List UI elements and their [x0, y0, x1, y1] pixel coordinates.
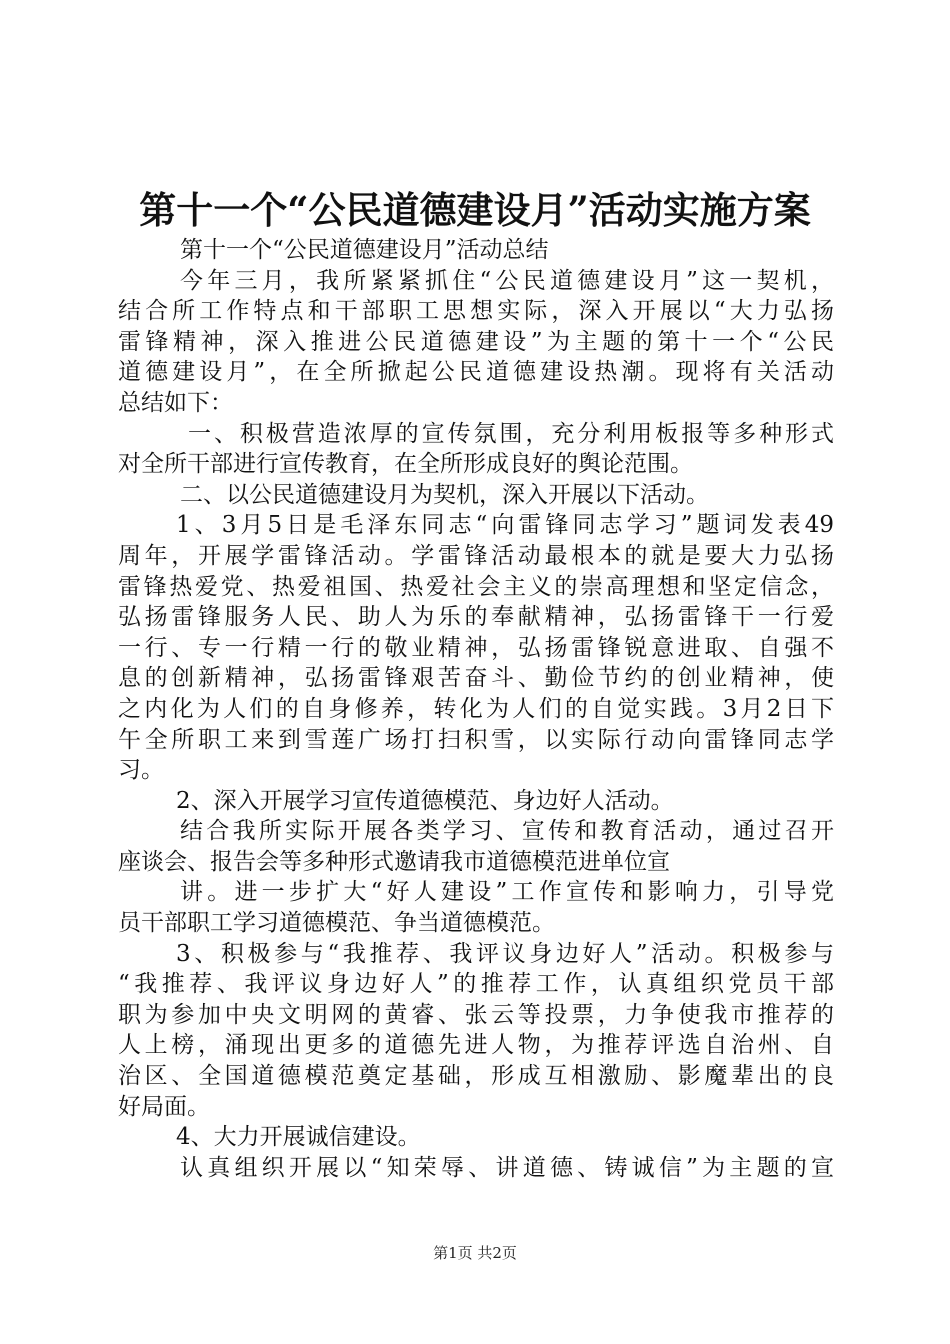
- text-line: 二、以公民道德建设月为契机，深入开展以下活动。: [180, 481, 709, 508]
- text-line: 认真组织开展以“知荣辱、讲道德、铸诚信”为主题的宣: [180, 1154, 834, 1181]
- text-line: 今年三月，我所紧紧抓住“公民道德建设月”这一契机，: [180, 267, 834, 294]
- text-line: 结合所工作特点和干部职工思想实际，深入开展以“大力弘扬: [118, 298, 834, 325]
- text-line: 员干部职工学习道德模范、争当道德模范。: [118, 910, 555, 937]
- text-line: 4、大力开展诚信建设。: [176, 1124, 421, 1151]
- text-line: 人上榜，涌现出更多的道德先进人物，为推荐评选自治州、自: [118, 1032, 834, 1059]
- page-footer: 第1页 共2页: [433, 1244, 517, 1262]
- document-body: [118, 235, 834, 1183]
- text-line: 讲。进一步扩大“好人建设”工作宣传和影响力，引导党: [180, 879, 834, 906]
- text-line: 之内化为人们的自身修养，转化为人们的自觉实践。3月2日下: [118, 695, 834, 722]
- text-line: 一行、专一行精一行的敬业精神，弘扬雷锋锐意进取、自强不: [118, 634, 834, 661]
- text-line: 周年，开展学雷锋活动。学雷锋活动最根本的就是要大力弘扬: [118, 542, 834, 569]
- text-line: 道德建设月”，在全所掀起公民道德建设热潮。现将有关活动: [118, 359, 834, 386]
- text-line: 职为参加中央文明网的黄睿、张云等投票，力争使我市推荐的: [118, 1001, 834, 1028]
- text-line: 结合我所实际开展各类学习、宣传和教育活动，通过召开: [180, 818, 834, 845]
- text-line: 总结如下：: [118, 389, 233, 416]
- text-line: 雷锋精神，深入推进公民道德建设”为主题的第十一个“公民: [118, 328, 834, 355]
- text-line: 3、积极参与“我推荐、我评议身边好人”活动。积极参与: [176, 940, 834, 967]
- text-line: 好局面。: [118, 1093, 210, 1120]
- text-line: 息的创新精神，弘扬雷锋艰苦奋斗、勤俭节约的创业精神，使: [118, 665, 834, 692]
- text-line: 2、深入开展学习宣传道德模范、身边好人活动。: [176, 787, 674, 814]
- text-line: “我推荐、我评议身边好人”的推荐工作，认真组织党员干部: [118, 971, 834, 998]
- text-line: 弘扬雷锋服务人民、助人为乐的奉献精神，弘扬雷锋干一行爱: [118, 604, 834, 631]
- text-line: 习。: [118, 757, 164, 784]
- text-line: 雷锋热爱党、热爱祖国、热爱社会主义的崇高理想和坚定信念，: [118, 573, 834, 600]
- text-line: 治区、全国道德模范奠定基础，形成互相激励、影魔辈出的良: [118, 1063, 834, 1090]
- text-line: 对全所干部进行宣传教育，在全所形成良好的舆论范围。: [118, 451, 693, 478]
- document-title: 第十一个“公民道德建设月”活动实施方案: [139, 188, 811, 232]
- text-line: 一、积极营造浓厚的宣传氛围，充分利用板报等多种形式: [188, 420, 834, 447]
- text-line: 座谈会、报告会等多种形式邀请我市道德模范进单位宣: [118, 848, 670, 875]
- text-line: 第十一个“公民道德建设月”活动总结: [180, 237, 549, 263]
- text-line: 午全所职工来到雪莲广场打扫积雪，以实际行动向雷锋同志学: [118, 726, 834, 753]
- text-line: 1、3月5日是毛泽东同志“向雷锋同志学习”题词发表49: [176, 512, 834, 539]
